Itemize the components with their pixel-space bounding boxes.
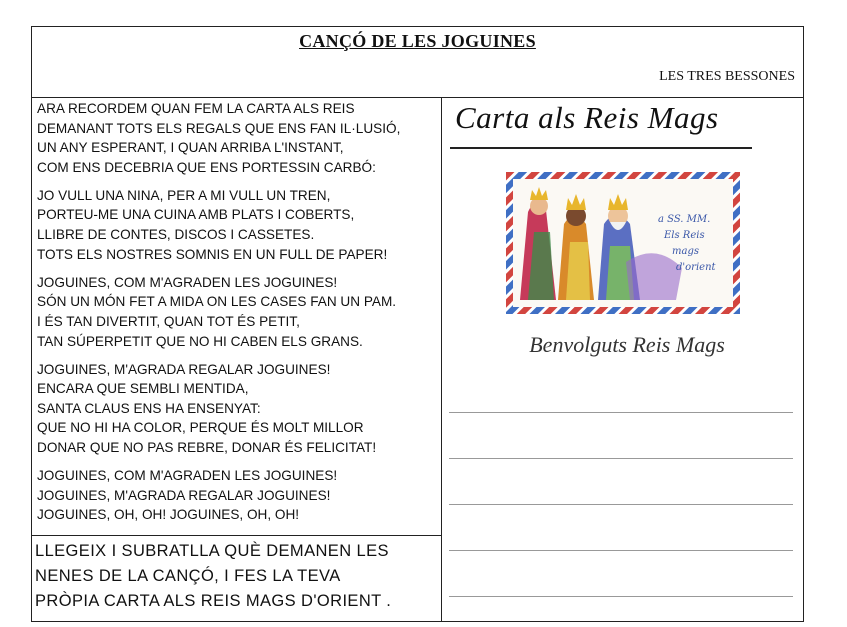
writing-line[interactable] [449, 412, 793, 413]
lyric-line: JOGUINES, COM M'AGRADEN LES JOGUINES! [37, 274, 338, 290]
address-line: d'orient [676, 262, 716, 273]
song-title: CANÇÓ DE LES JOGUINES [299, 31, 536, 51]
lyric-line: COM ENS DECEBRIA QUE ENS PORTESSIN CARBÓ: [37, 159, 376, 175]
lyric-line: ARA RECORDEM QUAN FEM LA CARTA ALS REIS [37, 101, 355, 116]
lyric-line: SANTA CLAUS ENS HA ENSENYAT: [37, 400, 261, 416]
lyric-line: JOGUINES, OH, OH! JOGUINES, OH, OH! [37, 507, 300, 523]
song-lyrics [37, 99, 442, 533]
letter-greeting: Benvolguts Reis Mags [529, 332, 725, 357]
address-line: Els Reis [664, 230, 705, 241]
writing-line[interactable] [449, 596, 793, 597]
writing-line[interactable] [449, 504, 793, 505]
lyric-line: ENCARA QUE SEMBLI MENTIDA, [37, 381, 249, 397]
lyric-line: I ÉS TAN DIVERTIT, QUAN TOT ÉS PETIT, [37, 313, 300, 329]
lyric-line: JOGUINES, M'AGRADA REGALAR JOGUINES! [37, 361, 331, 377]
lyric-line: DEMANANT TOTS ELS REGALS QUE ENS FAN IL·LUSIÓ, [37, 120, 401, 136]
instruction-line: NENES DE LA CANÇÓ, I FES LA TEVA [35, 567, 341, 585]
stanza-2 [37, 186, 442, 264]
lyric-line: PORTEU-ME UNA CUINA AMB PLATS I COBERTS, [37, 207, 355, 223]
lyric-line: UN ANY ESPERANT, I QUAN ARRIBA L'INSTANT, [37, 140, 344, 156]
letter-title: Carta als Reis Mags [455, 100, 719, 135]
lyric-line: JOGUINES, COM M'AGRADEN LES JOGUINES! [37, 468, 338, 484]
airmail-envelope-illustration [506, 172, 740, 314]
address-line: mags [672, 246, 699, 257]
lyric-line: JO VULL UNA NINA, PER A MI VULL UN TREN, [37, 187, 331, 203]
lyric-line: LLIBRE DE CONTES, DISCOS I CASSETES. [37, 227, 315, 243]
address-line: a SS. MM. [658, 214, 711, 225]
writing-line[interactable] [449, 550, 793, 551]
worksheet [31, 26, 804, 622]
letter-title-underline [450, 147, 752, 149]
lyric-line: QUE NO HI HA COLOR, PERQUE ÉS MOLT MILLOR [37, 420, 364, 436]
instruction-line: LLEGEIX I SUBRATLLA QUÈ DEMANEN LES [35, 542, 389, 560]
lyric-line: TAN SÚPERPETIT QUE NO HI CABEN ELS GRANS. [37, 333, 363, 349]
stanza-3 [37, 273, 442, 351]
instruction-line: PRÒPIA CARTA ALS REIS MAGS D'ORIENT . [35, 592, 392, 610]
stanza-4 [37, 360, 442, 458]
song-author: LES TRES BESSONES [659, 69, 795, 84]
lyric-line: TOTS ELS NOSTRES SOMNIS EN UN FULL DE PAPER! [37, 246, 388, 262]
lyric-line: JOGUINES, M'AGRADA REGALAR JOGUINES! [37, 487, 331, 503]
instruction-text [35, 539, 439, 614]
stanza-1 [37, 99, 442, 177]
stanza-5 [37, 466, 442, 525]
header-divider [32, 97, 803, 98]
lyric-line: DONAR QUE NO PAS REBRE, DONAR ÉS FELICITAT! [37, 440, 377, 455]
lyric-line: SÓN UN MÓN FET A MIDA ON LES CASES FAN UN PAM. [37, 294, 397, 310]
writing-line[interactable] [449, 458, 793, 459]
instruction-divider [32, 535, 441, 536]
